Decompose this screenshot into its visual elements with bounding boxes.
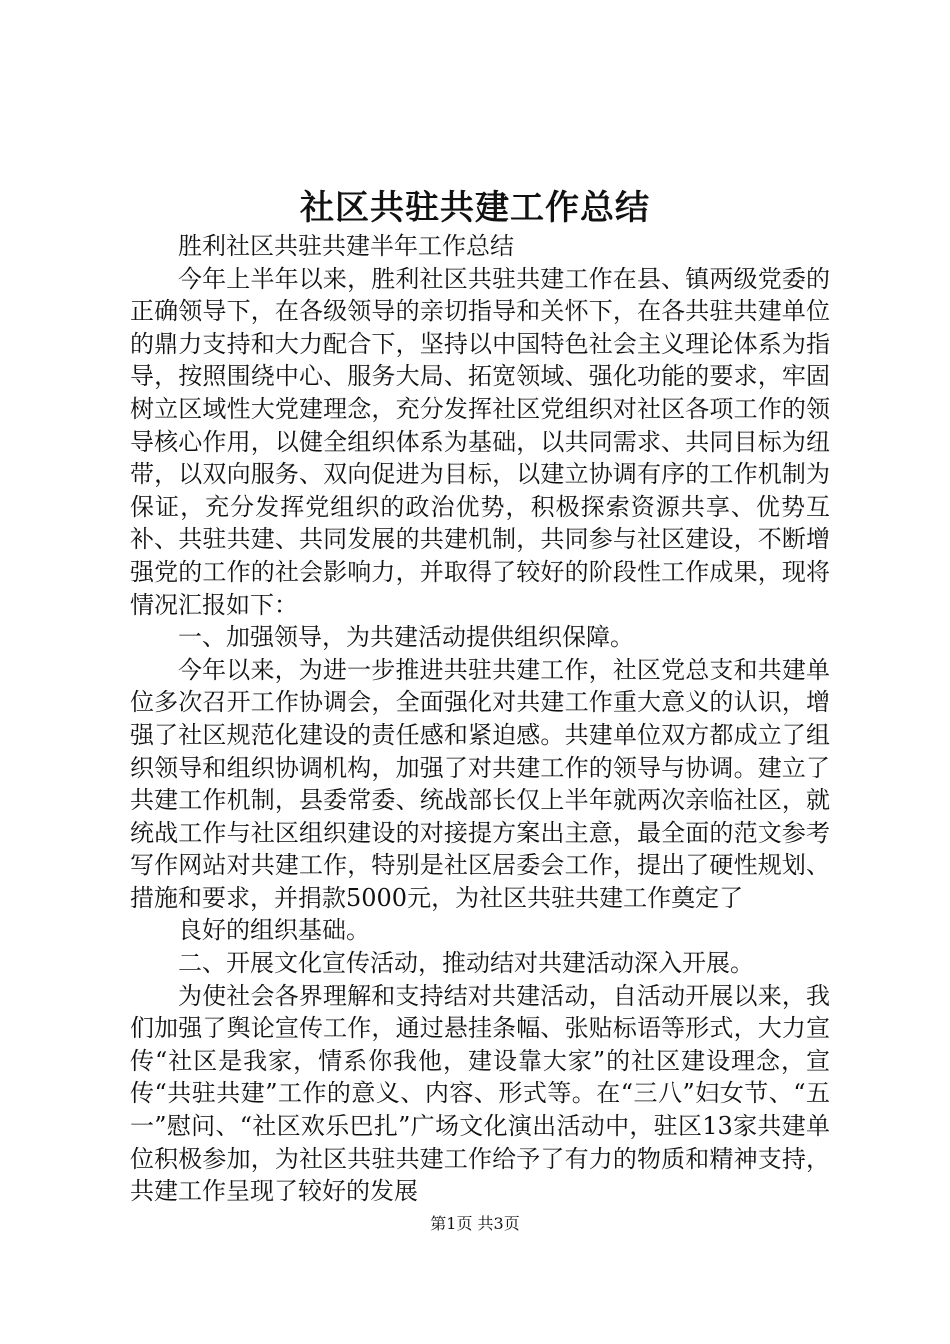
paragraph-intro: 今年上半年以来，胜利社区共驻共建工作在县、镇两级党委的正确领导下，在各级领导的亲切指导和关怀下，在各共驻共建单位的鼎力支持和大力配合下，坚持以中国特色社会主义理论体系为指导，按照围绕中心、服务大局、拓宽领域、强化功能的要求，牢固树立区域性大党建理念，充分发挥社区党组织对社区各项工作的领导核心作用，以健全组织体系为基础，以共同需求、共同目标为纽带，以双向服务、双向促进为目标，以建立协调有序的工作机制为保证，充分发挥党组织的政治优势，积极探索资源共享、优势互补、共驻共建、共同发展的共建机制，共同参与社区建设，不断增强党的工作的社会影响力，并取得了较好的阶段性工作成果，现将情况汇报如下： — [130, 264, 830, 619]
paragraph-section-1-cont: 良好的组织基础。 — [178, 916, 370, 945]
section-heading-1: 一、加强领导，为共建活动提供组织保障。 — [178, 623, 634, 652]
document-title: 社区共驻共建工作总结 — [300, 188, 650, 228]
page-footer: 第1页 共3页 — [430, 1214, 520, 1233]
document-body — [130, 230, 830, 1208]
paragraph-subtitle: 胜利社区共驻共建半年工作总结 — [178, 232, 514, 260]
paragraph-section-2: 为使社会各界理解和支持结对共建活动，自活动开展以来，我们加强了舆论宣传工作，通过悬挂条幅、张贴标语等形式，大力宣传“社区是我家，情系你我他，建设靠大家”的社区建设理念，宣传“共驻共建”工作的意义、内容、形式等。在“三八”妇女节、“五一”慰问、“社区欢乐巴扎”广场文化演出活动中，驻区13家共建单位积极参加，为社区共驻共建工作给予了有力的物质和精神支持，共建工作呈现了较好的发展 — [130, 981, 830, 1206]
paragraph-section-1: 今年以来，为进一步推进共驻共建工作，社区党总支和共建单位多次召开工作协调会，全面强化对共建工作重大意义的认识，增强了社区规范化建设的责任感和紧迫感。共建单位双方都成立了组织领导和组织协调机构，加强了对共建工作的领导与协调。建立了共建工作机制，县委常委、统战部长仅上半年就两次亲临社区，就统战工作与社区组织建设的对接提方案出主意，最全面的范文参考写作网站对共建工作，特别是社区居委会工作，提出了硬性规划、措施和要求，并捐款5000元，为社区共驻共建工作奠定了 — [130, 655, 830, 912]
section-heading-2: 二、开展文化宣传活动，推动结对共建活动深入开展。 — [178, 949, 754, 978]
